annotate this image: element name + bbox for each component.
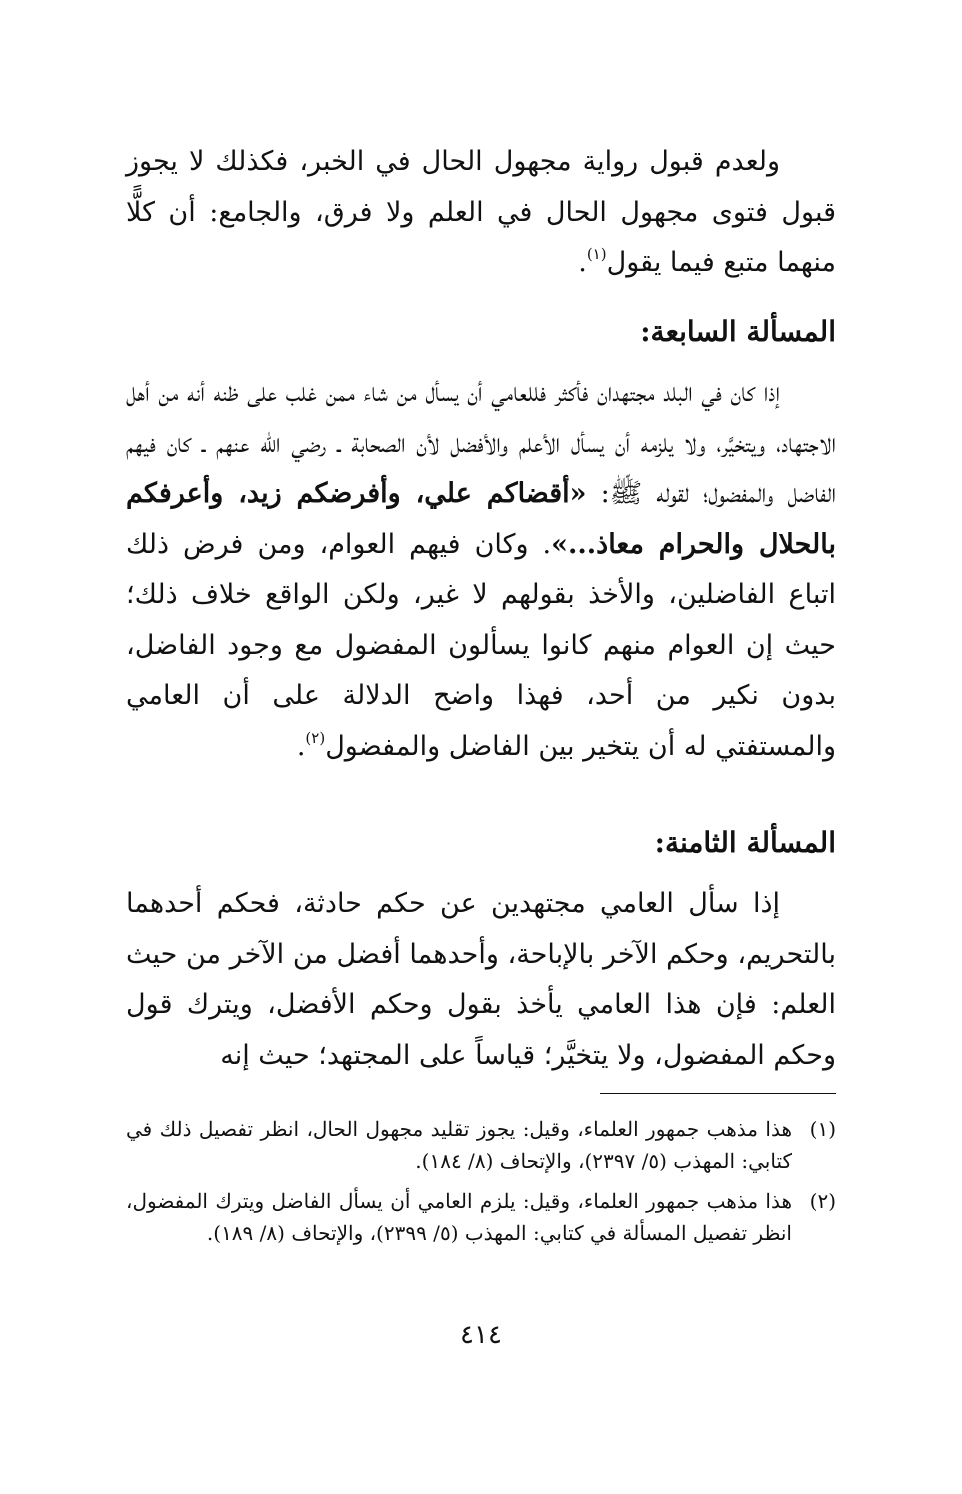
paragraph-1-end: . bbox=[578, 247, 587, 278]
footnotes bbox=[126, 1113, 836, 1249]
page-number: ٤١٤ bbox=[460, 1320, 502, 1350]
paragraph-2-part-2: . وكان فيهم العوام، ومن فرض ذلك اتباع الفاضلين، والأخذ بقولهم لا غير، ولكن الواقع خلاف ذلك؛ حيث إن العوام منهم كانوا يسألون المفضول مع وجود الفاضل، بدون نكير من أحد، فهذا واضح الدلالة على أن العامي والمستفتي له أن يتخير بين الفاضل والمفضول bbox=[126, 528, 836, 762]
section-heading-8 bbox=[126, 823, 836, 863]
footnote-2 bbox=[126, 1185, 836, 1249]
footnote-1-number: (١) bbox=[809, 1117, 836, 1141]
paragraph-2-end: . bbox=[296, 730, 306, 762]
paragraph-3 bbox=[126, 879, 836, 1081]
footnote-divider bbox=[600, 1093, 836, 1094]
section-heading-7 bbox=[126, 312, 836, 352]
footnote-2-number: (٢) bbox=[809, 1189, 836, 1213]
footnote-ref-1: (١) bbox=[586, 245, 607, 263]
footnote-1 bbox=[126, 1113, 836, 1177]
paragraph-3-text: إذا سأل العامي مجتهدين عن حكم حادثة، فحكم أحدهما بالتحريم، وحكم الآخر بالإباحة، وأحدهما أفضل من الآخر من حيث العلم: فإن هذا العامي يأخذ بقول وحكم الأفضل، ويترك قول وحكم المفضول، ولا يتخيَّر؛ قياساً على المجتهد؛ حيث إنه bbox=[126, 888, 836, 1071]
hadith-quote: «أقضاكم علي، وأفرضكم زيد، وأعرفكم بالحلال والحرام معاذ...» bbox=[126, 478, 836, 560]
footnote-1-text: هذا مذهب جمهور العلماء، وقيل: يجوز تقليد مجهول الحال، انظر تفصيل ذلك في كتابي: المهذب (٥/ ٢٣٩٧)، والإتحاف (٨/ ١٨٤). bbox=[126, 1117, 792, 1173]
heading-seventh-issue: المسألة السابعة: bbox=[640, 315, 836, 348]
footnote-ref-2: (٢) bbox=[305, 728, 326, 747]
paragraph-2-part-1: إذا كان في البلد مجتهدان فأكثر فللعامي أن يسأل من شاء ممن غلب على ظنه أنه من أهل الاجتهاد، ويتخيَّر، ولا يلزمه أن يسأل الأعلم والأفضل لأن الصحابة ـ رضي الله عنهم ـ كان فيهم الفاضل والمفضول؛ لقوله ﷺ: bbox=[126, 377, 836, 509]
paragraph-1 bbox=[126, 137, 836, 289]
heading-eighth-issue: المسألة الثامنة: bbox=[654, 826, 836, 859]
footnote-2-text: هذا مذهب جمهور العلماء، وقيل: يلزم العامي أن يسأل الفاضل ويترك المفضول، انظر تفصيل المسألة في كتابي: المهذب (٥/ ٢٣٩٩)، والإتحاف (٨/ ١٨٩). bbox=[126, 1189, 792, 1245]
paragraph-2 bbox=[126, 368, 836, 772]
paragraph-1-text: ولعدم قبول رواية مجهول الحال في الخبر، فكذلك لا يجوز قبول فتوى مجهول الحال في العلم ولا فرق، والجامع: أن كلًّا منهما متبع فيما يقول bbox=[126, 146, 836, 278]
